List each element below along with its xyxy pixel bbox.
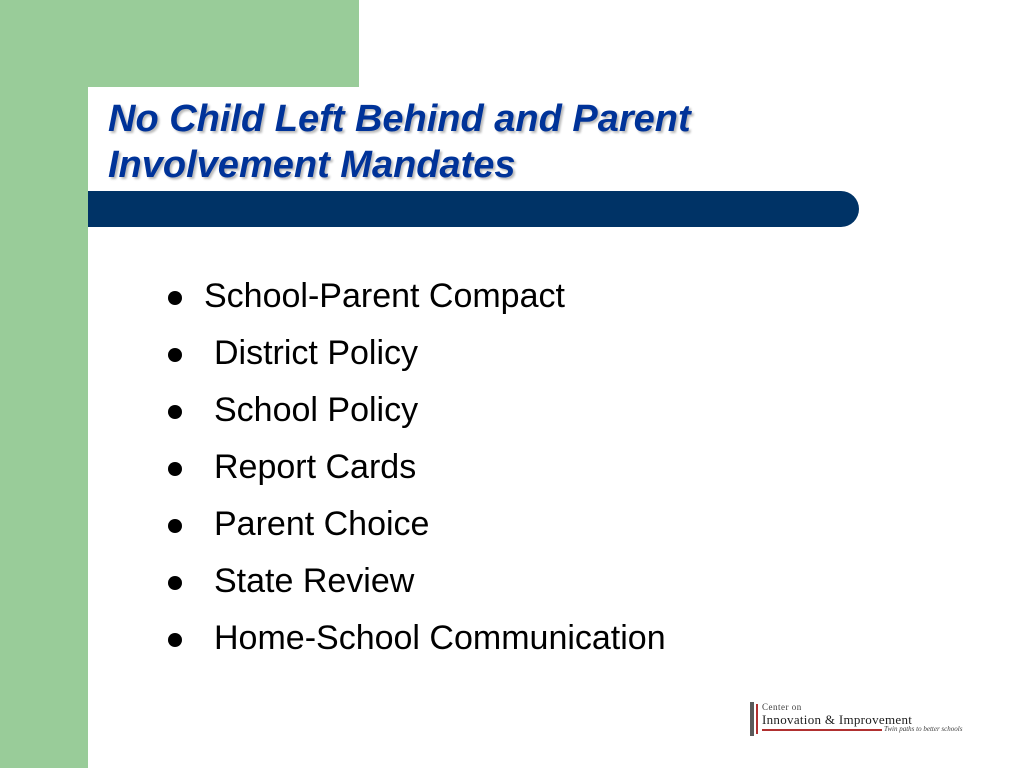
bullet-dot-icon (168, 576, 182, 590)
bullet-text: Home-School Communication (214, 619, 666, 657)
bullet-dot-icon (168, 291, 182, 305)
green-top-band (0, 0, 359, 87)
bullet-item (168, 610, 666, 667)
green-side-band (0, 0, 88, 768)
center-logo (750, 702, 963, 740)
title-line-2: Involvement Mandates (108, 144, 516, 186)
bullet-item (168, 496, 666, 553)
bullet-dot-icon (168, 633, 182, 647)
bullet-item (168, 553, 666, 610)
bullet-item (168, 382, 666, 439)
bullet-item (168, 325, 666, 382)
logo-bracket-icon (750, 702, 754, 736)
logo-tagline: Twin paths to better schools (884, 725, 963, 733)
bullet-item (168, 268, 666, 325)
bullet-dot-icon (168, 348, 182, 362)
bullet-list (168, 268, 666, 667)
logo-line-2: Innovation & Improvement (762, 712, 913, 727)
bullet-dot-icon (168, 405, 182, 419)
bullet-dot-icon (168, 462, 182, 476)
title-underline-bar (88, 191, 859, 227)
slide-title (108, 96, 888, 188)
title-line-1: No Child Left Behind and Parent (108, 98, 691, 140)
bullet-dot-icon (168, 519, 182, 533)
logo-rule (762, 729, 882, 731)
bullet-item (168, 439, 666, 496)
bullet-text: State Review (214, 562, 415, 600)
bullet-text: School Policy (214, 391, 419, 429)
logo-line-1: Center on (762, 702, 802, 712)
bullet-text: Report Cards (214, 448, 417, 486)
logo-accent-icon (756, 704, 758, 734)
bullet-text: Parent Choice (214, 505, 430, 543)
bullet-text: District Policy (214, 334, 419, 372)
bullet-text: School-Parent Compact (204, 277, 565, 315)
